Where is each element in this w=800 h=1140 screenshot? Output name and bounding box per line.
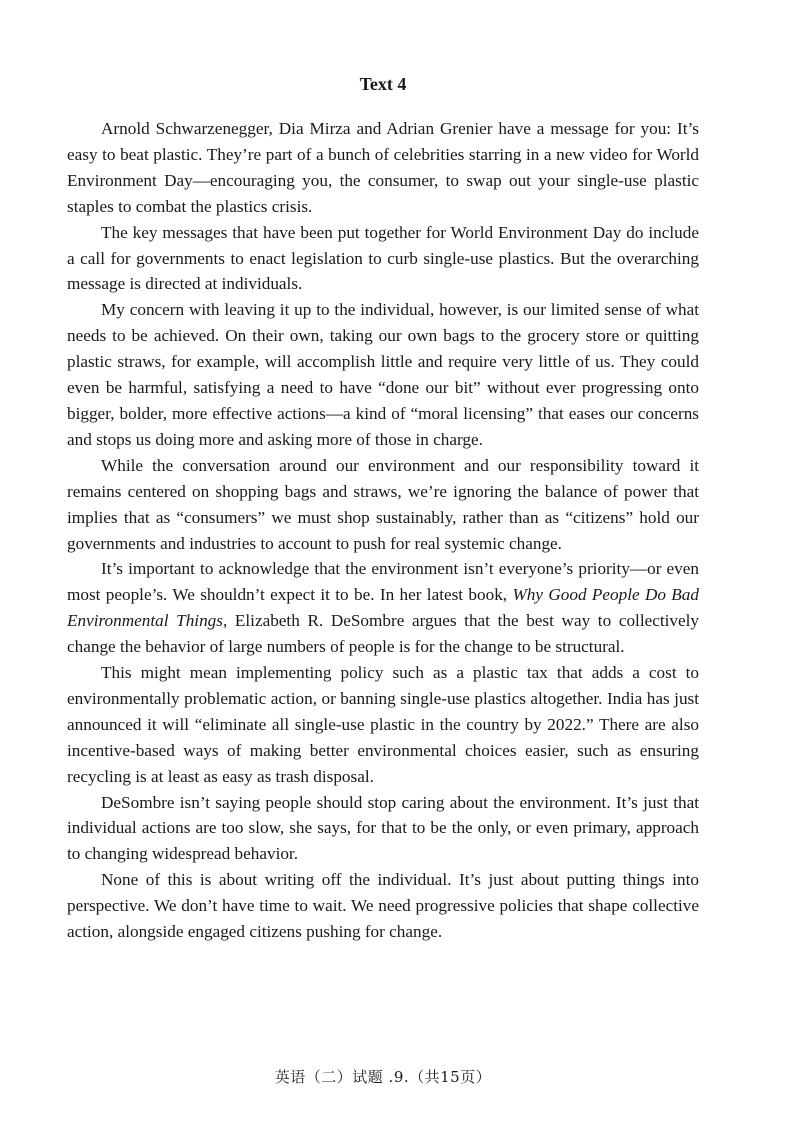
paragraph-4: While the conversation around our environment and our responsibility toward it remains centered on shopping bags and straws, we’re ignoring the balance of power that implies that as “consumers” we must shop sustainably, rather than as “citizens” hold our governments and industries to account to push for real systemic change. — [67, 455, 699, 553]
paragraph-2: The key messages that have been put together for World Environment Day do include a call for governments to enact legislation to curb single-use plastics. But the overarching message is directed at individuals. — [67, 222, 699, 294]
page-footer: 英语（二）试题 .9.（共15页） — [274, 1068, 492, 1086]
paragraph-8: None of this is about writing off the individual. It’s just about putting things into perspective. We don’t have time to wait. We need progressive policies that shape collective action, alongside engaged citizens pushing for change. — [67, 870, 699, 942]
paragraph-7: DeSombre isn’t saying people should stop caring about the environment. It’s just that individual actions are too slow, she says, for that to be the only, or even primary, approach to changing widespread behavior. — [67, 792, 699, 864]
paragraph-5 — [67, 556, 699, 660]
book-title: Why Good People Do Bad Environmental Things — [67, 585, 699, 631]
paragraph-5-after: , Elizabeth R. DeSombre argues that the best way to collectively change the behavior of large numbers of people is for the change to be structural. — [67, 611, 699, 657]
paragraph-5-before: It’s important to acknowledge that the environment isn’t everyone’s priority—or even most people’s. We shouldn’t expect it to be. In her latest book, — [67, 559, 699, 605]
passage-body — [67, 116, 699, 945]
passage-title: Text 4 — [359, 74, 407, 94]
paragraph-1: Arnold Schwarzenegger, Dia Mirza and Adrian Grenier have a message for you: It’s easy to beat plastic. They’re part of a bunch of celebrities starring in a new video for World Environment Day—encouraging you, the consumer, to swap out your single-use plastic staples to combat the plastics crisis. — [67, 119, 699, 216]
paragraph-6: This might mean implementing policy such as a plastic tax that adds a cost to environmentally problematic action, or banning single-use plastics altogether. India has just announced it will “eliminate all single-use plastic in the country by 2022.” There are also incentive-based ways of making better environmental choices easier, such as ensuring recycling is at least as easy as trash disposal. — [67, 663, 699, 786]
paragraph-3: My concern with leaving it up to the individual, however, is our limited sense of what needs to be achieved. On their own, taking our own bags to the grocery store or quitting plastic straws, for example, will accomplish little and require very little of us. They could even be harmful, satisfying a need to have “done our bit” without ever progressing onto bigger, bolder, more effective actions—a kind of “moral licensing” that eases our concerns and stops us doing more and asking more of those in charge. — [67, 300, 699, 449]
